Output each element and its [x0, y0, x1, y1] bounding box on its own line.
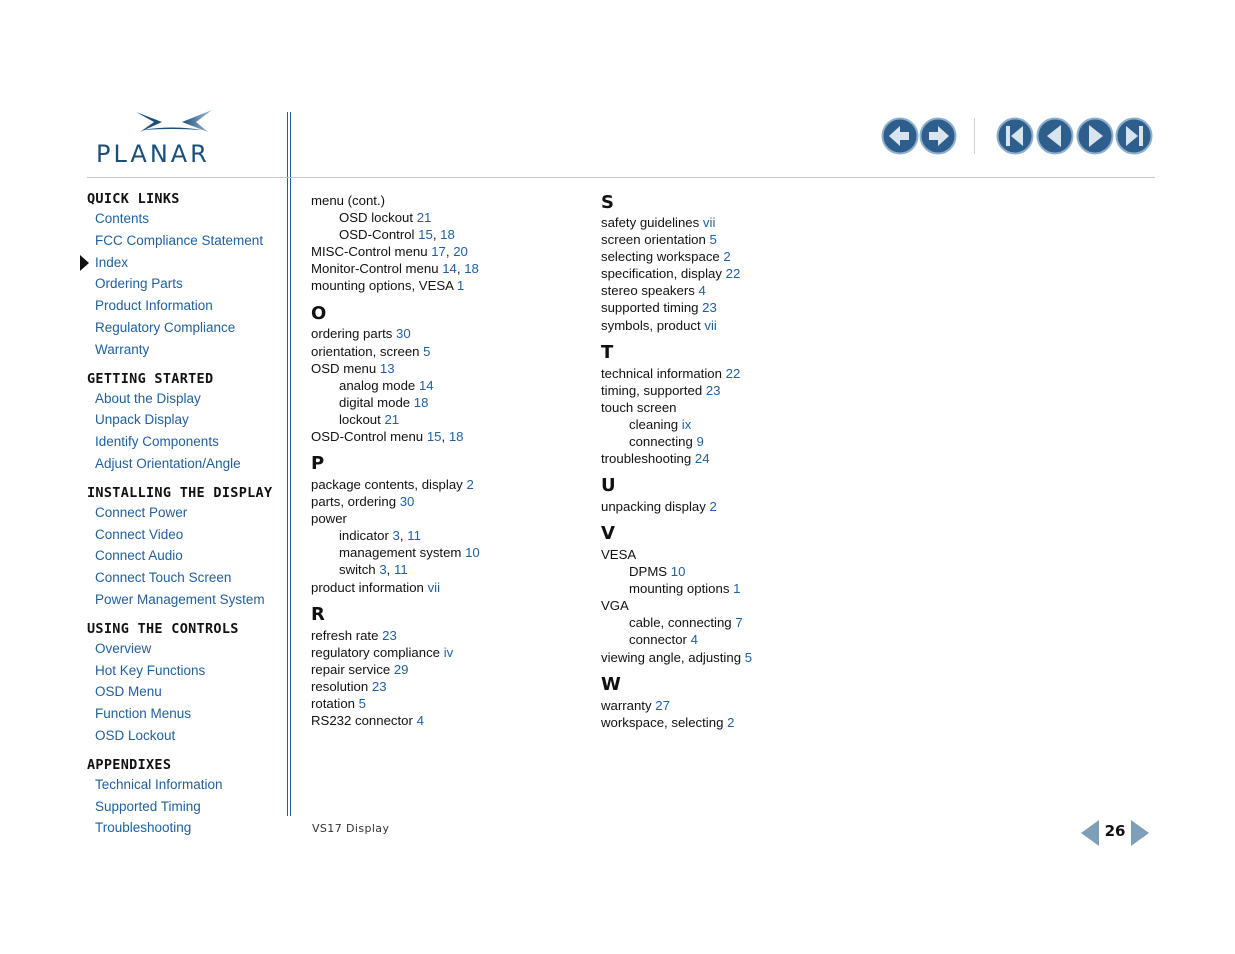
index-entry [601, 214, 871, 231]
index-term: connecting [629, 433, 693, 449]
header-rule [87, 177, 1155, 178]
index-term: analog mode [339, 377, 416, 393]
index-term: indicator [339, 528, 389, 544]
index-term: symbols, product [601, 317, 701, 333]
page-link[interactable]: 15 [426, 429, 442, 445]
index-term: lockout [339, 411, 381, 427]
index-entry [311, 277, 581, 294]
page-link[interactable]: 23 [702, 300, 717, 316]
page-link[interactable]: 14 [442, 261, 457, 277]
index-entry [601, 649, 871, 666]
index-subentry [601, 433, 871, 450]
sidebar-section-heading: USING THE CONTROLS [87, 620, 239, 637]
index-term: stereo speakers [601, 283, 695, 299]
index-term: DPMS [629, 564, 668, 580]
page-link[interactable]: 27 [655, 697, 670, 713]
page-link[interactable]: 9 [696, 433, 704, 449]
index-entry [601, 597, 871, 614]
last-page-icon [1115, 117, 1153, 155]
index-subentry [311, 226, 581, 243]
page-link[interactable]: 29 [393, 661, 409, 677]
index-letter-heading: V [601, 523, 615, 545]
index-entry [601, 282, 871, 299]
index-term: unpacking display [601, 499, 706, 514]
sidebar-link-unpack-display[interactable]: Unpack Display [95, 412, 189, 428]
index-term: VGA [601, 598, 629, 614]
forward-icon [919, 117, 957, 155]
page-link[interactable]: 5 [709, 232, 717, 248]
index-term: product information [311, 579, 424, 595]
sidebar-nav [87, 190, 282, 839]
index-term: parts, ordering [311, 494, 397, 510]
index-term: cleaning [629, 416, 679, 432]
page-link[interactable]: 18 [448, 429, 464, 445]
index-entry [601, 317, 871, 334]
index-entry [311, 192, 581, 209]
sidebar-link-identify-components[interactable]: Identify Components [95, 434, 219, 450]
index-term: safety guidelines [601, 215, 700, 230]
sidebar-link-contents[interactable]: Contents [95, 211, 150, 226]
index-subentry [311, 209, 581, 226]
page-link[interactable]: 2 [709, 499, 717, 514]
page-link[interactable]: 15 [418, 227, 433, 243]
index-subentry [311, 544, 581, 561]
index-subentry [311, 377, 581, 394]
index-entry [311, 510, 581, 527]
page-link[interactable]: 21 [416, 210, 432, 226]
index-entry [311, 360, 581, 377]
page-link[interactable]: 10 [465, 545, 480, 561]
index-entry [311, 476, 581, 493]
index-term: technical information [601, 365, 722, 381]
index-entry [311, 695, 581, 712]
page-separator: , [386, 562, 391, 578]
last-page-button[interactable] [1115, 117, 1153, 155]
document-title: VS17 Display [312, 822, 390, 835]
page-link[interactable]: 7 [735, 615, 743, 631]
previous-page-button[interactable] [1036, 117, 1074, 155]
index-letter-heading: W [601, 673, 621, 695]
index-term: rotation [311, 695, 355, 711]
index-term: mounting options, VESA [311, 278, 454, 294]
page-link[interactable]: 11 [407, 528, 421, 544]
page-link[interactable]: 30 [399, 494, 415, 510]
index-term: viewing angle, adjusting [601, 649, 742, 665]
index-subentry [601, 631, 871, 648]
index-entry [601, 697, 871, 714]
index-term: Monitor-Control menu [311, 261, 439, 277]
page-link[interactable]: 4 [690, 632, 698, 648]
index-entry [601, 299, 871, 316]
page-back-button[interactable] [1080, 818, 1100, 848]
page-forward-arrow-icon [1130, 818, 1150, 848]
index-entry [311, 627, 581, 644]
sidebar-link-power-management-system[interactable]: Power Management System [95, 591, 265, 607]
page-link[interactable]: ix [681, 416, 692, 432]
previous-page-icon [1036, 117, 1074, 155]
index-subentry [311, 561, 581, 578]
index-entry [311, 579, 581, 596]
page-link[interactable]: 4 [698, 283, 706, 299]
page-link[interactable]: iv [443, 644, 454, 660]
index-letter-heading: P [311, 453, 325, 475]
sidebar-link-function-menus[interactable]: Function Menus [95, 706, 192, 722]
index-term: supported timing [601, 300, 699, 316]
page-link[interactable]: 23 [382, 627, 397, 643]
page-link[interactable]: 5 [744, 649, 753, 665]
index-subentry [311, 394, 581, 411]
back-button[interactable] [881, 117, 919, 155]
sidebar-link-warranty[interactable]: Warranty [95, 341, 150, 357]
page-separator: , [445, 244, 450, 260]
page-link[interactable]: 13 [379, 360, 395, 376]
index-term: cable, connecting [629, 615, 732, 631]
index-entry [311, 325, 581, 342]
index-term: workspace, selecting [601, 714, 724, 730]
sidebar-link-hot-key-functions[interactable]: Hot Key Functions [95, 662, 206, 678]
index-entry [311, 712, 581, 729]
logo-swoosh-icon [96, 108, 251, 142]
index-entry [601, 265, 871, 282]
forward-button[interactable] [919, 117, 957, 155]
page-link[interactable]: 1 [456, 278, 465, 294]
sidebar-link-about-the-display[interactable]: About the Display [95, 390, 201, 406]
index-term: OSD lockout [339, 210, 414, 226]
sidebar-link-connect-video[interactable]: Connect Video [95, 526, 184, 542]
index-letter-heading: R [311, 603, 325, 625]
sidebar-section-heading: QUICK LINKS [87, 191, 180, 207]
sidebar-link-troubleshooting[interactable]: Troubleshooting [95, 820, 192, 836]
index-entry [601, 450, 871, 467]
index-entry [311, 493, 581, 510]
sidebar-link-overview[interactable]: Overview [95, 640, 152, 656]
sidebar-section-heading: GETTING STARTED [87, 370, 214, 387]
sidebar-link-fcc-compliance-statement[interactable]: FCC Compliance Statement [95, 232, 264, 248]
page-back-arrow-icon [1080, 818, 1100, 848]
index-entry [311, 661, 581, 678]
index-term: management system [339, 545, 462, 561]
page-link[interactable]: 23 [705, 382, 721, 398]
page-link[interactable]: 17 [431, 244, 446, 260]
page-link[interactable]: 23 [371, 678, 387, 694]
sidebar-link-supported-timing[interactable]: Supported Timing [95, 798, 201, 814]
index-entry [311, 260, 581, 277]
index-term: resolution [311, 678, 369, 694]
index-subentry [601, 580, 871, 597]
index-entry [601, 248, 871, 265]
page-separator: , [432, 227, 437, 243]
page-forward-button[interactable] [1130, 818, 1150, 848]
page-link[interactable]: 10 [670, 564, 686, 580]
index-term: ordering parts [311, 326, 393, 342]
index-term: switch [339, 562, 376, 578]
page-link[interactable]: 2 [723, 249, 731, 265]
page-link[interactable]: 21 [384, 411, 400, 427]
page-link[interactable]: 2 [727, 714, 735, 730]
back-icon [881, 117, 919, 155]
index-letter-heading: O [311, 302, 327, 324]
index-term: RS232 connector [311, 713, 413, 729]
index-entry [601, 231, 871, 248]
index-term: screen orientation [601, 232, 706, 248]
index-entry [601, 546, 871, 563]
page-link[interactable]: 3 [392, 528, 400, 544]
index-entry [311, 243, 581, 260]
page-link[interactable]: 3 [379, 562, 387, 578]
page-link[interactable]: 1 [733, 581, 741, 597]
page-link[interactable]: 11 [394, 562, 408, 578]
page-link[interactable]: vii [427, 579, 441, 595]
index-term: repair service [311, 661, 391, 677]
planar-logo[interactable] [96, 108, 251, 170]
page-link[interactable]: 4 [416, 713, 424, 729]
index-column-right [601, 192, 871, 731]
index-letter-heading: T [601, 341, 614, 363]
index-subentry [601, 416, 871, 433]
nav-separator [974, 118, 975, 154]
page-link[interactable]: 5 [358, 695, 367, 711]
index-entry [311, 678, 581, 695]
sidebar-link-connect-audio[interactable]: Connect Audio [95, 548, 183, 564]
index-term: troubleshooting [601, 451, 692, 467]
index-term: mounting options [629, 581, 730, 597]
logo-wordmark: PLANAR [96, 140, 210, 168]
sidebar-divider [287, 112, 291, 816]
sidebar-link-technical-information[interactable]: Technical Information [95, 776, 223, 792]
index-entry [311, 343, 581, 360]
index-term: connector [629, 632, 687, 648]
index-column-left [311, 192, 581, 729]
page-link[interactable]: 22 [725, 266, 741, 282]
first-page-button[interactable] [996, 117, 1034, 155]
page-link[interactable]: 2 [466, 477, 474, 492]
index-term: timing, supported [601, 382, 703, 398]
index-letter-heading: S [601, 192, 614, 213]
page-link[interactable]: 24 [694, 451, 710, 467]
page-link[interactable]: 14 [418, 377, 434, 393]
index-term: touch screen [601, 399, 677, 415]
page-link[interactable]: 5 [423, 343, 431, 359]
page-separator: , [399, 528, 404, 544]
page-separator: , [441, 429, 446, 445]
sidebar-link-osd-lockout[interactable]: OSD Lockout [95, 727, 176, 743]
index-term: OSD-Control [339, 227, 415, 243]
page-link[interactable]: vii [704, 317, 717, 333]
next-page-button[interactable] [1076, 117, 1114, 155]
index-subentry [601, 563, 871, 580]
page-link[interactable]: 18 [413, 394, 429, 410]
page-link[interactable]: 22 [725, 365, 741, 381]
page-number: 26 [1104, 822, 1126, 840]
sidebar-link-connect-touch-screen[interactable]: Connect Touch Screen [95, 570, 232, 586]
sidebar-link-adjust-orientation-angle[interactable]: Adjust Orientation/Angle [95, 455, 241, 471]
index-term: selecting workspace [601, 249, 720, 265]
index-entry [601, 382, 871, 399]
index-entry [311, 644, 581, 661]
page-link[interactable]: 20 [453, 244, 468, 260]
index-subentry [311, 527, 581, 544]
sidebar-section-heading: INSTALLING THE DISPLAY [87, 484, 273, 501]
index-entry [601, 399, 871, 416]
index-letter-heading: U [601, 475, 616, 497]
index-subentry [601, 614, 871, 631]
index-subentry [311, 411, 581, 428]
page-link[interactable]: 30 [396, 326, 411, 342]
page-separator: , [456, 261, 461, 277]
sidebar-link-ordering-parts[interactable]: Ordering Parts [95, 276, 183, 292]
page-link[interactable]: 18 [440, 227, 455, 243]
page-link[interactable]: 18 [464, 261, 479, 277]
index-term: VESA [601, 546, 637, 562]
index-term: orientation, screen [311, 343, 420, 359]
sidebar-link-regulatory-compliance[interactable]: Regulatory Compliance [95, 319, 236, 335]
index-entry [601, 365, 871, 382]
sidebar-link-connect-power[interactable]: Connect Power [95, 504, 188, 520]
index-term: OSD-Control menu [311, 429, 424, 445]
index-term: menu (cont.) [311, 193, 386, 208]
index-term: refresh rate [311, 627, 379, 643]
index-entry [601, 714, 871, 731]
sidebar-link-index[interactable]: Index [87, 252, 282, 274]
index-term: OSD menu [311, 360, 377, 376]
page-link[interactable]: vii [702, 215, 716, 230]
sidebar-link-osd-menu[interactable]: OSD Menu [95, 684, 162, 700]
first-page-icon [996, 117, 1034, 155]
index-term: digital mode [339, 394, 411, 410]
index-term: MISC-Control menu [311, 244, 428, 260]
index-entry [311, 428, 581, 445]
sidebar-section-heading: APPENDIXES [87, 756, 172, 773]
index-term: specification, display [601, 266, 722, 282]
next-page-icon [1076, 117, 1114, 155]
index-term: warranty [601, 697, 652, 713]
index-term: package contents, display [311, 477, 463, 492]
index-entry [601, 498, 871, 515]
sidebar-link-product-information[interactable]: Product Information [95, 298, 213, 314]
index-term: power [311, 511, 347, 527]
index-term: regulatory compliance [311, 644, 441, 660]
